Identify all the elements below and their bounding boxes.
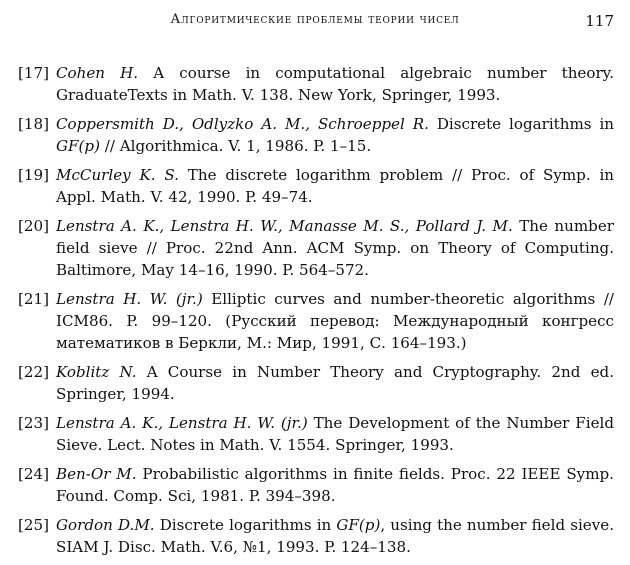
reference-number: [18] [18, 115, 49, 133]
reference-number: [22] [18, 363, 49, 381]
page-number: 117 [585, 12, 614, 30]
reference-item [18, 113, 614, 157]
reference-number: [17] [18, 64, 49, 82]
reference-text: A Course in Number Theory and Cryptography. 2nd ed. Springer, 1994. [56, 363, 614, 403]
reference-item [18, 514, 614, 558]
reference-number: [20] [18, 217, 49, 235]
reference-text: Discrete logarithms in [154, 516, 337, 534]
reference-number: [19] [18, 166, 49, 184]
reference-text: The Development of the Number Field Sieve. Lect. Notes in Math. V. 1554. Springer, 1993. [56, 414, 614, 454]
reference-item [18, 463, 614, 507]
reference-text: Elliptic curves and number-theoretic algorithms // ICM86. P. 99–120. (Русский перевод: Международный конгресс математиков в Беркли, М.: Мир, 1991, С. 164–193.) [56, 290, 614, 352]
reference-authors: McCurley K. S. [56, 166, 179, 184]
math-expression: GF(p) [336, 516, 381, 534]
reference-authors: Gordon D.M. [56, 516, 155, 534]
reference-text: The number field sieve // Proc. 22nd Ann. ACM Symp. on Theory of Computing. Baltimore, May 14–16, 1990. P. 564–572. [56, 217, 614, 279]
reference-authors: Lenstra A. K., Lenstra H. W. (jr.) [56, 414, 308, 432]
reference-authors: Cohen H. [56, 64, 139, 82]
reference-item [18, 215, 614, 281]
reference-number: [25] [18, 516, 49, 534]
running-title: Алгоритмические проблемы теории чисел [170, 12, 460, 27]
reference-number: [21] [18, 290, 49, 308]
page-header [0, 12, 630, 36]
reference-item [18, 164, 614, 208]
reference-text: , using the number field sieve. SIAM J. Disc. Math. V.6, №1, 1993. P. 124–138. [56, 516, 614, 556]
reference-text: The discrete logarithm problem // Proc. of Symp. in Appl. Math. V. 42, 1990. P. 49–74. [56, 166, 614, 206]
reference-text: Discrete logarithms in [428, 115, 614, 133]
reference-number: [24] [18, 465, 49, 483]
reference-text: Probabilistic algorithms in finite fields. Proc. 22 IEEE Symp. Found. Comp. Sci, 1981. P. 394–398. [56, 465, 614, 505]
reference-authors: Koblitz N. [56, 363, 137, 381]
reference-item [18, 412, 614, 456]
reference-number: [23] [18, 414, 49, 432]
reference-authors: Lenstra A. K., Lenstra H. W., Manasse M. S., Pollard J. M. [56, 217, 513, 235]
reference-authors: Ben-Or M. [56, 465, 137, 483]
reference-text: A course in computational algebraic number theory. GraduateTexts in Math. V. 138. New York, Springer, 1993. [56, 64, 614, 104]
reference-authors: Coppersmith D., Odlyzko A. M., Schroeppel R. [56, 115, 429, 133]
reference-text: // Algorithmica. V. 1, 1986. P. 1–15. [99, 137, 372, 155]
reference-item [18, 62, 614, 106]
reference-item [18, 361, 614, 405]
math-expression: GF(p) [56, 137, 100, 155]
reference-item [18, 288, 614, 354]
reference-list [18, 62, 614, 565]
reference-authors: Lenstra H. W. (jr.) [56, 290, 203, 308]
